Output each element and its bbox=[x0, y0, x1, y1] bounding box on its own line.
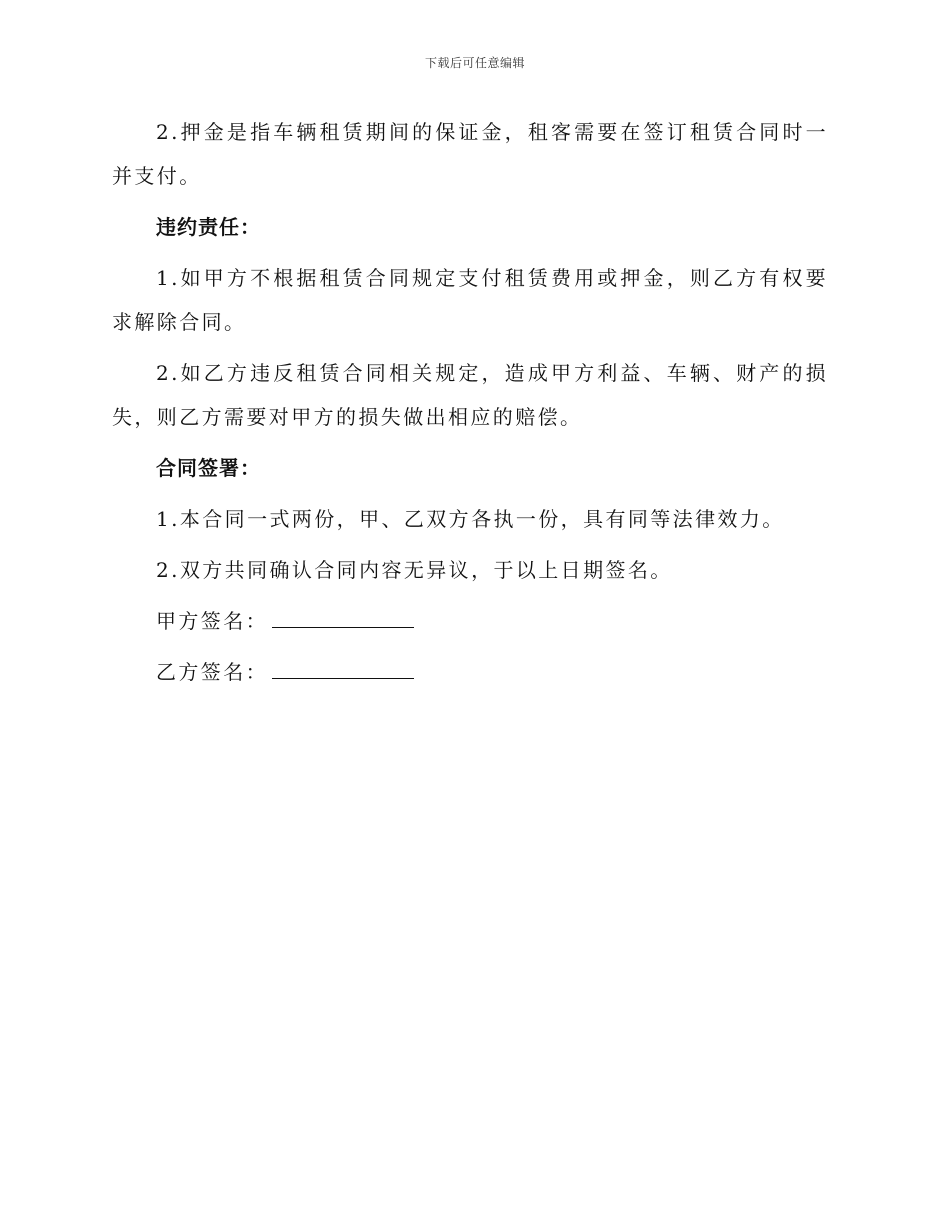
signing-clause-2: 2.双方共同确认合同内容无异议，于以上日期签名。 bbox=[156, 558, 673, 582]
signing-clause-1: 1.本合同一式两份，甲、乙双方各执一份，具有同等法律效力。 bbox=[156, 507, 785, 531]
party-b-signature-line bbox=[112, 650, 828, 694]
breach-clause-1: 1.如甲方不根据租赁合同规定支付租赁费用或押金，则乙方有权要求解除合同。 bbox=[112, 266, 828, 334]
document-body bbox=[112, 110, 828, 701]
deposit-clause-2: 2.押金是指车辆租赁期间的保证金，租客需要在签订租赁合同时一并支付。 bbox=[112, 120, 828, 188]
page-header: 下载后可任意编辑 bbox=[424, 56, 525, 70]
party-b-label: 乙方签名： bbox=[156, 660, 268, 684]
party-a-signature-line bbox=[112, 599, 828, 643]
signing-heading: 合同签署： bbox=[156, 456, 261, 480]
party-a-signature-blank bbox=[272, 607, 414, 628]
party-a-label: 甲方签名： bbox=[156, 609, 268, 633]
breach-clause-2: 2.如乙方违反租赁合同相关规定，造成甲方利益、车辆、财产的损失，则乙方需要对甲方的损失做出相应的赔偿。 bbox=[112, 361, 828, 429]
breach-heading: 违约责任： bbox=[156, 215, 261, 239]
party-b-signature-blank bbox=[272, 658, 414, 679]
